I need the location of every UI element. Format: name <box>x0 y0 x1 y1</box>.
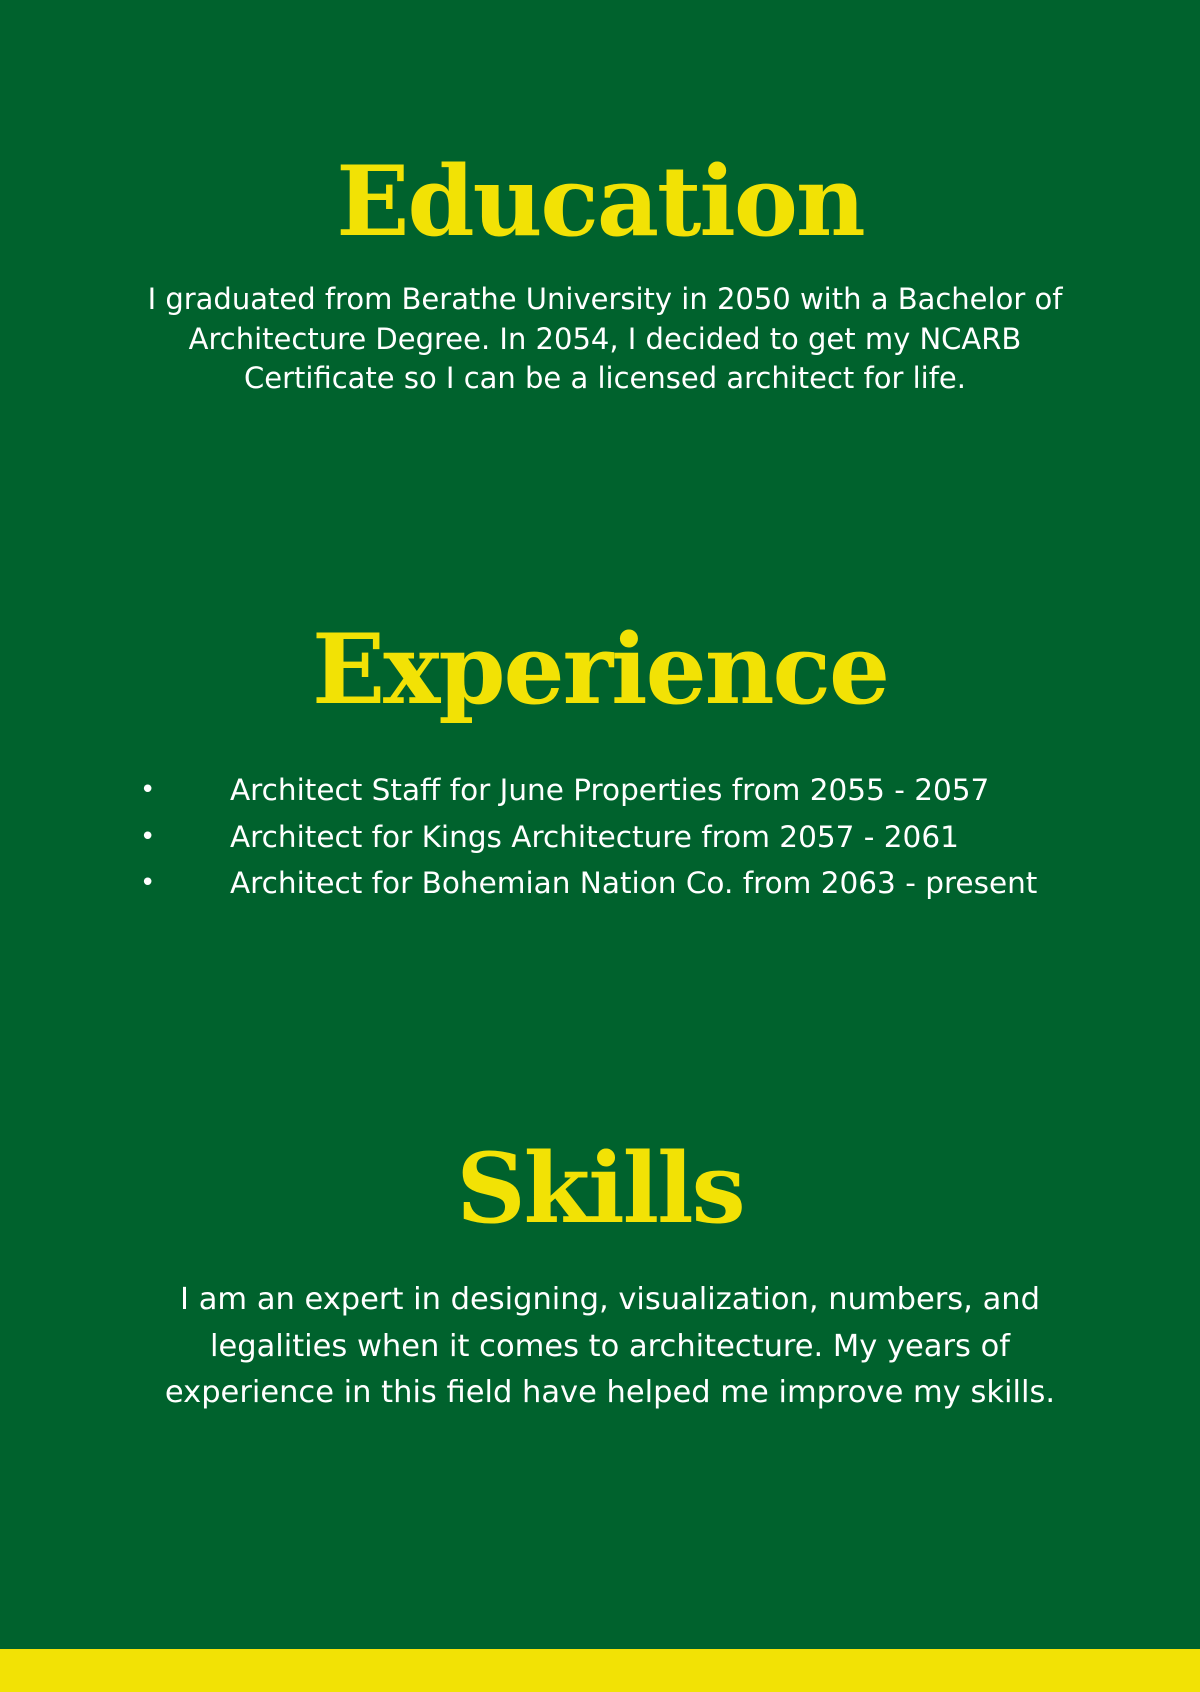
experience-item-text: Architect for Bohemian Nation Co. from 2063 - present <box>230 866 1038 900</box>
footer-accent-bar <box>0 1649 1200 1692</box>
skills-description: I am an expert in designing, visualization, numbers, and legalities when it comes to architecture. My years of experience in this field have helped me improve my skills. <box>164 1282 1056 1410</box>
experience-item <box>130 814 1130 861</box>
experience-item <box>130 860 1130 907</box>
bullet-icon: • <box>140 868 156 898</box>
education-heading: Education <box>336 145 864 258</box>
experience-item <box>130 767 1130 814</box>
bullet-icon: • <box>140 775 156 805</box>
experience-item-text: Architect Staff for June Properties from 2055 - 2057 <box>230 773 990 807</box>
experience-heading: Experience <box>311 613 889 726</box>
bullet-icon: • <box>140 821 156 852</box>
education-description: I graduated from Berathe University in 2050 with a Bachelor of Architecture Degree. In 2054, I decided to get my NCARB Certificate so I can be a licensed architect for life. <box>147 282 1063 395</box>
experience-list <box>130 767 1130 907</box>
skills-heading: Skills <box>456 1132 744 1245</box>
experience-item-text: Architect for Kings Architecture from 2057 - 2061 <box>230 819 959 854</box>
